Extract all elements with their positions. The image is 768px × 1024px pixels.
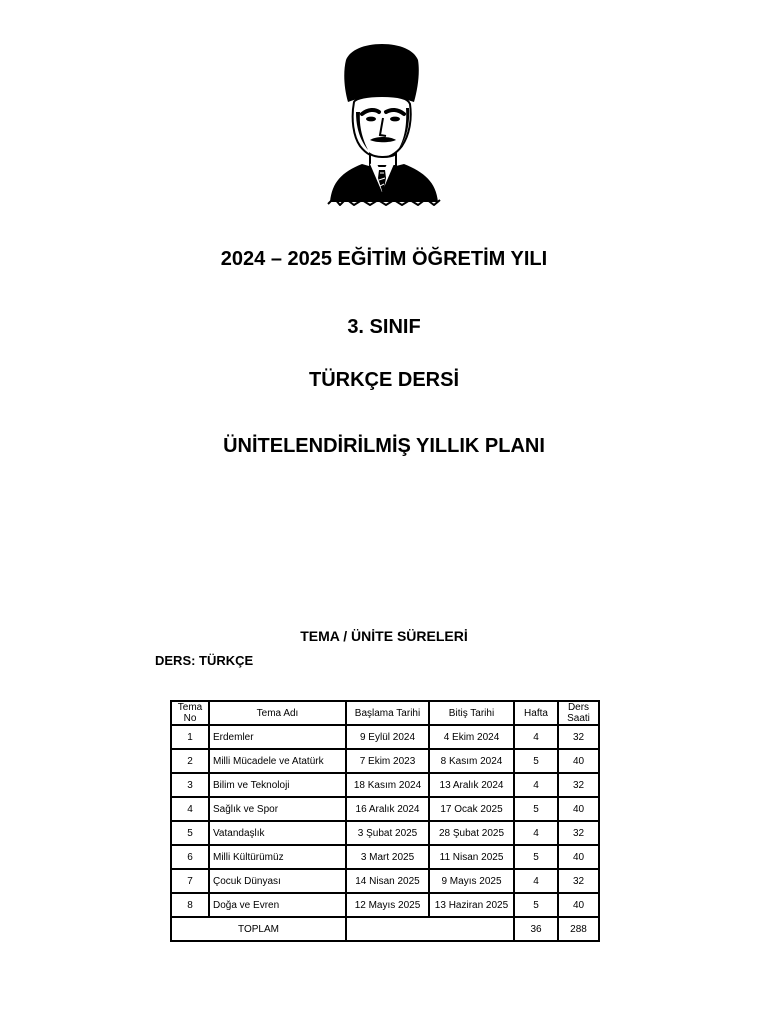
table-total-row	[171, 917, 599, 941]
cell-lesson-hours: 40	[558, 845, 599, 869]
cell-theme-no: 3	[171, 773, 209, 797]
cell-start-date: 18 Kasım 2024	[346, 773, 429, 797]
header-theme-no-line1: Tema	[177, 702, 203, 713]
table-row	[171, 725, 599, 749]
cell-lesson-hours: 32	[558, 869, 599, 893]
table-row	[171, 893, 599, 917]
section-title: TEMA / ÜNİTE SÜRELERİ	[300, 628, 468, 644]
plan-title: ÜNİTELENDİRİLMİŞ YILLIK PLANI	[223, 435, 545, 457]
ataturk-portrait-icon	[326, 42, 442, 206]
cell-start-date: 14 Nisan 2025	[346, 869, 429, 893]
table-row	[171, 773, 599, 797]
cell-total-label: TOPLAM	[171, 917, 346, 941]
header-lesson-hours	[558, 701, 599, 725]
cell-end-date: 8 Kasım 2024	[429, 749, 514, 773]
cell-theme-no: 8	[171, 893, 209, 917]
cell-theme-name: Doğa ve Evren	[209, 893, 346, 917]
header-lesson-hours-line1: Ders	[567, 702, 590, 713]
cell-theme-no: 1	[171, 725, 209, 749]
cell-end-date: 17 Ocak 2025	[429, 797, 514, 821]
header-weeks: Hafta	[514, 701, 558, 725]
cell-theme-no: 2	[171, 749, 209, 773]
header-theme-no-line2: No	[183, 713, 197, 724]
cell-end-date: 9 Mayıs 2025	[429, 869, 514, 893]
cell-start-date: 3 Mart 2025	[346, 845, 429, 869]
cell-lesson-hours: 32	[558, 725, 599, 749]
cell-theme-name: Bilim ve Teknoloji	[209, 773, 346, 797]
cell-theme-name: Milli Mücadele ve Atatürk	[209, 749, 346, 773]
cell-theme-no: 5	[171, 821, 209, 845]
cell-start-date: 16 Aralık 2024	[346, 797, 429, 821]
cell-start-date: 3 Şubat 2025	[346, 821, 429, 845]
theme-duration-table	[170, 700, 600, 942]
table-row	[171, 869, 599, 893]
cell-theme-no: 4	[171, 797, 209, 821]
cell-weeks: 5	[514, 893, 558, 917]
cell-total-empty	[346, 917, 514, 941]
cell-weeks: 4	[514, 821, 558, 845]
cell-theme-no: 6	[171, 845, 209, 869]
table-row	[171, 845, 599, 869]
course-label: DERS: TÜRKÇE	[155, 653, 254, 668]
header-theme-name: Tema Adı	[209, 701, 346, 725]
cell-weeks: 4	[514, 869, 558, 893]
table-row	[171, 749, 599, 773]
cell-start-date: 12 Mayıs 2025	[346, 893, 429, 917]
cell-lesson-hours: 40	[558, 893, 599, 917]
cell-lesson-hours: 32	[558, 821, 599, 845]
table-row	[171, 797, 599, 821]
cell-weeks: 5	[514, 749, 558, 773]
cell-start-date: 7 Ekim 2023	[346, 749, 429, 773]
cell-end-date: 4 Ekim 2024	[429, 725, 514, 749]
header-theme-no	[171, 701, 209, 725]
cell-weeks: 4	[514, 773, 558, 797]
class-title: 3. SINIF	[347, 316, 421, 338]
table-row	[171, 821, 599, 845]
academic-year-title: 2024 – 2025 EĞİTİM ÖĞRETİM YILI	[220, 248, 548, 270]
cell-weeks: 4	[514, 725, 558, 749]
table-header-row	[171, 701, 599, 725]
subject-title: TÜRKÇE DERSİ	[308, 369, 459, 391]
header-end-date: Bitiş Tarihi	[429, 701, 514, 725]
header-start-date: Başlama Tarihi	[346, 701, 429, 725]
cell-end-date: 11 Nisan 2025	[429, 845, 514, 869]
cell-theme-name: Çocuk Dünyası	[209, 869, 346, 893]
cell-weeks: 5	[514, 797, 558, 821]
cell-theme-no: 7	[171, 869, 209, 893]
cell-theme-name: Milli Kültürümüz	[209, 845, 346, 869]
cell-start-date: 9 Eylül 2024	[346, 725, 429, 749]
cell-weeks: 5	[514, 845, 558, 869]
cell-lesson-hours: 40	[558, 749, 599, 773]
cell-theme-name: Sağlık ve Spor	[209, 797, 346, 821]
cell-theme-name: Vatandaşlık	[209, 821, 346, 845]
cell-theme-name: Erdemler	[209, 725, 346, 749]
cell-end-date: 13 Haziran 2025	[429, 893, 514, 917]
cell-lesson-hours: 40	[558, 797, 599, 821]
cell-lesson-hours: 32	[558, 773, 599, 797]
header-lesson-hours-line2: Saati	[567, 713, 590, 724]
cell-total-weeks: 36	[514, 917, 558, 941]
cell-total-hours: 288	[558, 917, 599, 941]
cell-end-date: 28 Şubat 2025	[429, 821, 514, 845]
cell-end-date: 13 Aralık 2024	[429, 773, 514, 797]
